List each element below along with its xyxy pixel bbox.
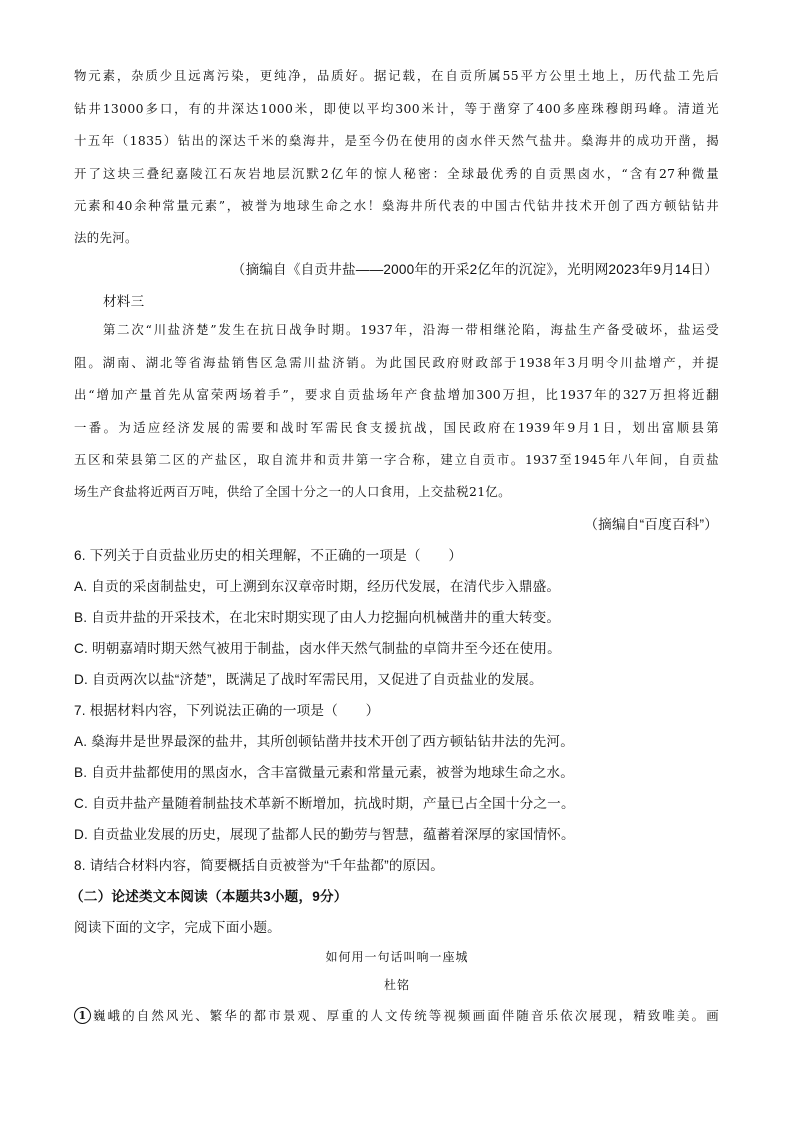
material-2-line: 法的先河。 [74,230,138,245]
paragraph-number-badge: 1 [74,1007,91,1024]
option-a: A. 自贡的采卤制盐史，可上溯到东汉章帝时期，经历代发展，在清代步入鼎盛。 [74,579,561,594]
option-d: D. 自贡两次以盐“济楚”，既满足了战时军需民用，又促进了自贡盐业的发展。 [74,672,543,687]
paragraph-1-text: 巍峨的自然风光、繁华的都市景观、厚重的人文传统等视频画面伴随音乐依次展现，精致唯美。画 [93,1008,719,1023]
question-stem: 7. 根据材料内容，下列说法正确的一项是（ ） [74,703,380,718]
material-3-line: 五区和荣县第二区的产盐区，取自流井和贡井第一字合称，建立自贡市。1937至1945年八年间，自贡盐 [74,452,719,467]
source-citation-3: （摘编自“百度百科”） [584,517,718,532]
material-3-title: 材料三 [103,294,145,309]
material-2-line: 开了这块三叠纪嘉陵江石灰岩地层沉默2亿年的惊人秘密：全球最优秀的自贡黑卤水，“含有27种微量 [74,166,719,181]
option-c: C. 明朝嘉靖时期天然气被用于制盐，卤水伴天然气制盐的卓筒井至今还在使用。 [74,641,561,656]
section-2-instruction: 阅读下面的文字，完成下面小题。 [74,920,281,935]
article-title: 如何用一句话叫响一座城 [325,950,469,964]
material-3-line: 场生产食盐将近两百万吨，供给了全国十分之一的人口食用，上交盐税21亿。 [74,484,511,499]
material-3-line: 一番。为适应经济发展的需要和战时军需民食支援抗战，国民政府在1939年9月1日，划出富顺县第 [74,420,719,435]
material-2-line: 十五年（1835）钻出的深达千米的燊海井，是至今仍在使用的卤水伴天然气盐井。燊海井的成功开凿，揭 [74,133,719,148]
material-2-line: 物元素，杂质少且远离污染，更纯净，品质好。据记载，在自贡所属55平方公里土地上，历代盐工先后 [74,68,719,83]
question-stem: 6. 下列关于自贡盐业历史的相关理解，不正确的一项是（ ） [74,548,463,563]
material-3-line: 阻。湖南、湖北等省海盐销售区急需川盐济销。为此国民政府财政部于1938年3月明令川盐增产，并提 [74,355,719,370]
article-author: 杜铭 [383,978,410,992]
material-2-line: 元素和40余种常量元素”，被誉为地球生命之水！燊海井所代表的中国古代钻井技术开创了西方顿钻钻井 [74,198,719,213]
material-2-line: 钻井13000多口，有的井深达1000米，即使以平均300米计，等于凿穿了400多座珠穆朗玛峰。清道光 [74,101,719,116]
section-2-heading: （二）论述类文本阅读（本题共3小题，9分） [70,889,348,904]
option-a: A. 燊海井是世界最深的盐井，其所创顿钻凿井技术开创了西方顿钻钻井法的先河。 [74,734,574,749]
option-b: B. 自贡井盐的开采技术，在北宋时期实现了由人力挖掘向机械凿井的重大转变。 [74,610,561,625]
option-b: B. 自贡井盐都使用的黑卤水，含丰富微量元素和常量元素，被誉为地球生命之水。 [74,765,574,780]
question-8: 8. 请结合材料内容，简要概括自贡被誉为“千年盐都”的原因。 [74,858,445,873]
material-3-line: 第二次“川盐济楚”发生在抗日战争时期。1937年，沿海一带相继沦陷，海盐生产备受破坏，盐运受 [103,322,719,337]
paragraph-1 [74,1006,719,1024]
source-citation-2: （摘编自《自贡井盐——2000年的开采2亿年的沉淀》，光明网2023年9月14日） [231,262,718,277]
option-d: D. 自贡盐业发展的历史，展现了盐都人民的勤劳与智慧，蕴蓄着深厚的家国情怀。 [74,827,575,842]
option-c: C. 自贡井盐产量随着制盐技术革新不断增加，抗战时期，产量已占全国十分之一。 [74,796,575,811]
material-3-line: 出“增加产量首先从富荣两场着手”，要求自贡盐场年产食盐增加300万担，比1937年的327万担将近翻 [74,387,719,402]
